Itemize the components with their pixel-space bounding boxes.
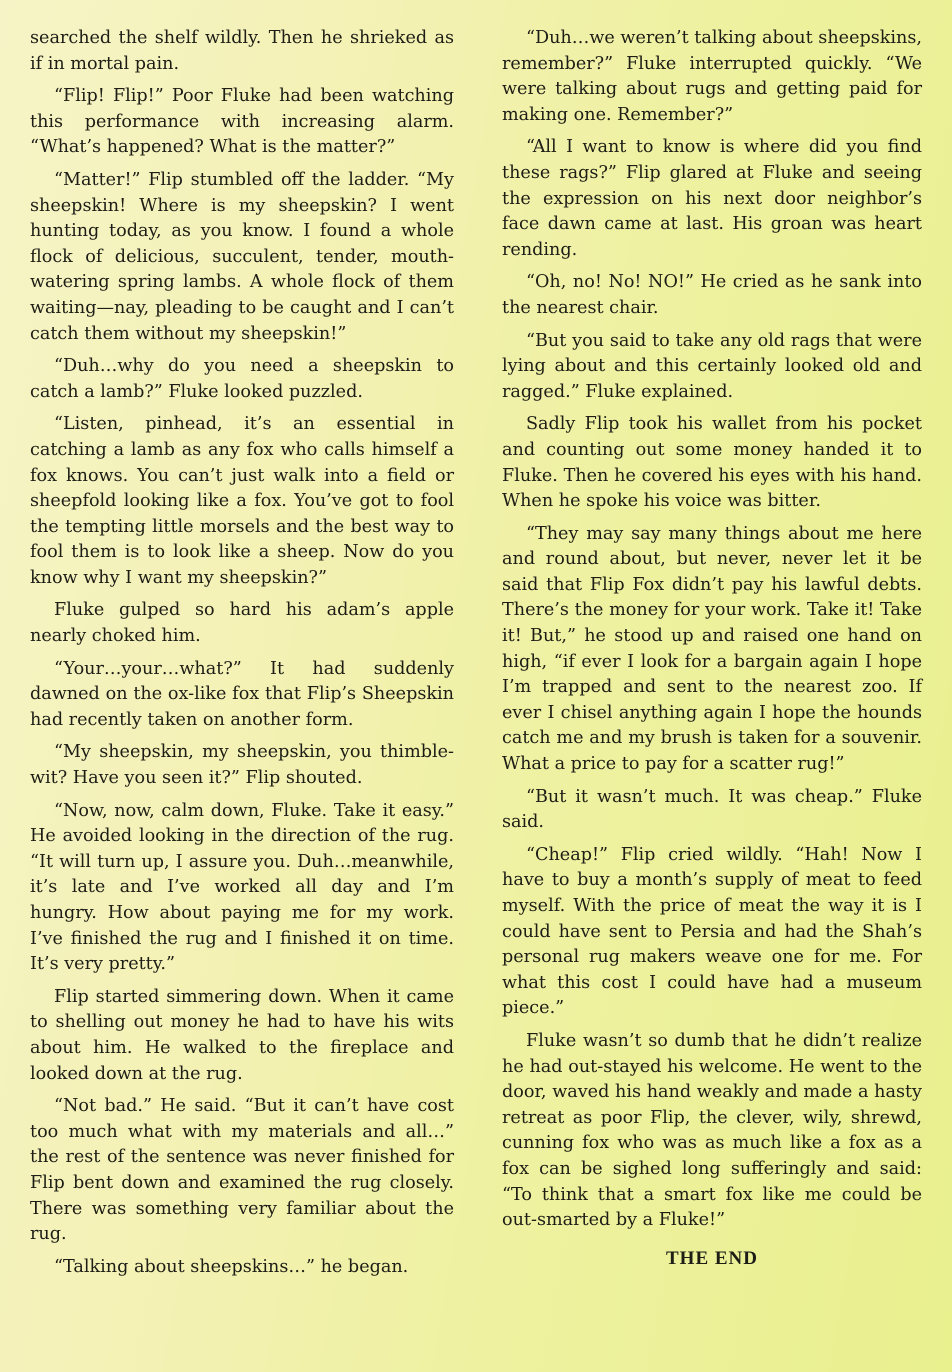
paragraph: “My sheepskin, my sheepskin, you thimble-wit? Have you seen it?” Flip shouted. xyxy=(30,742,454,789)
paragraph: Sadly Flip took his wallet from his pocket and counting out some money handed it to Fluke. Then he covered his eyes with his hand. When he spoke his voice was bitter. xyxy=(502,414,922,512)
paragraph: “Cheap!” Flip cried wildly. “Hah! Now I have to buy a month’s supply of meat to feed myself. With the price of meat the way it is I could have sent to Persia and had the Shah’s personal rug makers weave one for me. For what this cost I could have had a museum piece.” xyxy=(502,844,922,1019)
paragraph: “Your…your…what?” It had suddenly dawned on the ox-like fox that Flip’s Sheepskin had recently taken on another form. xyxy=(30,658,454,730)
paragraph: “Now, now, calm down, Fluke. Take it easy.” He avoided looking in the direction of the rug. “It will turn up, I assure you. Duh…meanwhile, it’s late and I’ve worked all day and I’m hungry. How about paying me for my work. I’ve finished the rug and I finished it on time. It’s very pretty.” xyxy=(30,800,454,975)
paragraph: “Listen, pinhead, it’s an essential in catching a lamb as any fox who calls himself a fox knows. You can’t just walk into a field or sheepfold looking like a fox. You’ve got to fool the tempting little morsels and the best way to fool them is to look like a sheep. Now do you know why I want my sheepskin?” xyxy=(30,414,454,588)
paragraph: Flip started simmering down. When it came to shelling out money he had to have his wits about him. He walked to the fireplace and looked down at the rug. xyxy=(30,986,454,1084)
left-text-column xyxy=(30,26,454,1287)
paragraph: “Oh, no! No! NO!” He cried as he sank into the nearest chair. xyxy=(502,272,922,318)
paragraph: “All I want to know is where did you find these rags?” Flip glared at Fluke and seeing the expression on his next door neighbor’s face dawn came at last. His groan was heart rending. xyxy=(502,137,922,260)
paragraph: “But it wasn’t much. It was cheap.” Fluke said. xyxy=(502,786,922,833)
paragraph: Fluke gulped so hard his adam’s apple nearly choked him. xyxy=(30,600,454,647)
paragraph: searched the shelf wildly. Then he shrieked as if in mortal pain. xyxy=(30,28,454,74)
paragraph: “Duh…why do you need a sheepskin to catch a lamb?” Fluke looked puzzled. xyxy=(30,356,454,402)
the-end-label: THE END xyxy=(666,1247,758,1269)
paragraph: “Not bad.” He said. “But it can’t have cost too much what with my materials and all…” the rest of the sentence was never finished for Flip bent down and examined the rug closely. There was something very familiar about the rug. xyxy=(30,1096,454,1245)
paragraph: “They may say many things about me here and round about, but never, never let it be said that Flip Fox didn’t pay his lawful debts. There’s the money for your work. Take it! Take it! But,” he stood up and raised one hand on high, “if ever I look for a bargain again I hope I’m trapped and sent to the nearest zoo. If ever I chisel anything again I hope the hounds catch me and my brush is taken for a souvenir. What a price to pay for a scatter rug!” xyxy=(502,523,922,775)
paragraph: “But you said to take any old rags that were lying about and this certainly looked old and ragged.” Fluke explained. xyxy=(502,330,922,402)
right-text-column xyxy=(502,26,922,1271)
paragraph: Fluke wasn’t so dumb that he didn’t realize he had out-stayed his welcome. He went to the door, waved his hand weakly and made a hasty retreat as poor Flip, the clever, wily, shrewd, cunning fox who was as much like a fox as a fox can be sighed long sufferingly and said: “To think that a smart fox like me could be out-smarted by a Fluke!” xyxy=(502,1030,922,1231)
paragraph: “Talking about sheepskins…” he began. xyxy=(54,1256,409,1277)
paragraph: “Duh…we weren’t talking about sheepskins, remember?” Fluke interrupted quickly. “We were talking about rugs and getting paid for making one. Remember?” xyxy=(502,28,923,125)
paragraph: “Matter!” Flip stumbled off the ladder. “My sheepskin! Where is my sheepskin? I went hunting today, as you know. I found a whole flock of delicious, succulent, tender, mouth-watering spring lambs. A whole flock of them waiting—nay, pleading to be caught and I can’t catch them without my sheepskin!” xyxy=(30,169,454,344)
paragraph: “Flip! Flip!” Poor Fluke had been watching this performance with increasing alarm. “What’s happened? What is the matter?” xyxy=(30,86,454,158)
